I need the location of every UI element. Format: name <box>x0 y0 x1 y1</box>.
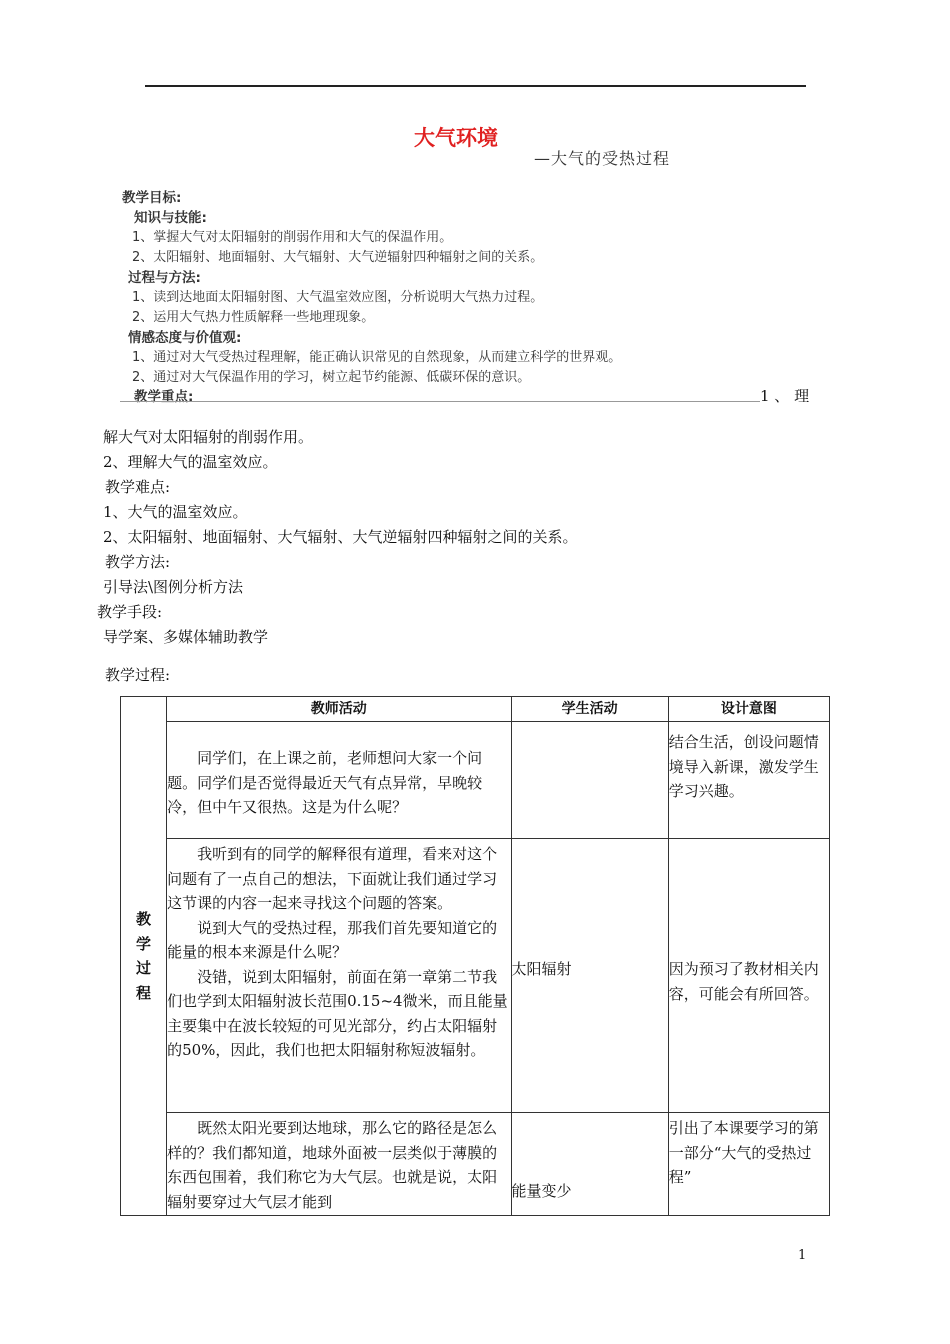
side-label-char: 程 <box>136 983 152 1002</box>
table-header-row <box>121 697 830 722</box>
body-line-heading: 教学难点: <box>105 478 171 496</box>
knowledge-heading: 知识与技能: <box>134 210 207 226</box>
teacher-paragraph: 说到大气的受热过程，那我们首先要知道它的能量的根本来源是什么呢？ <box>167 918 498 961</box>
objective-line: 1、读到达地面太阳辐射图、大气温室效应图，分析说明大气热力过程。 <box>132 290 544 305</box>
line-tail-text: 1 、 理 <box>760 387 810 405</box>
teacher-paragraph: 同学们，在上课之前，老师想问大家一个问题。同学们是否觉得最近天气有点异常，早晚较冷，但中午又很热。这是为什么呢？ <box>167 749 483 816</box>
teacher-paragraph: 我听到有的同学的解释很有道理，看来对这个问题有了一点自己的想法，下面就让我们通过学习这节课的内容一起来寻找这个问题的答案。 <box>167 845 498 912</box>
page-number: 1 <box>798 1248 807 1263</box>
objective-line: 1、掌握大气对太阳辐射的削弱作用和大气的保温作用。 <box>132 230 453 245</box>
objective-line: 2、太阳辐射、地面辐射、大气辐射、大气逆辐射四种辐射之间的关系。 <box>132 250 544 265</box>
teacher-paragraph: 既然太阳光要到达地球，那么它的路径是怎么样的？我们都知道，地球外面被一层类似于薄膜的东西包围着，我们称它为大气层。也就是说，太阳辐射要穿过大气层才能到 <box>167 1119 498 1211</box>
process-heading: 过程与方法: <box>128 270 201 286</box>
body-line: 2、理解大气的温室效应。 <box>103 453 278 471</box>
side-label-cell <box>121 697 167 1216</box>
teacher-cell <box>167 722 511 839</box>
side-label-char: 学 <box>136 934 152 953</box>
header-intent: 设计意图 <box>668 697 829 722</box>
objective-line: 1、通过对大气受热过程理解，能正确认识常见的自然现象，从而建立科学的世界观。 <box>132 350 622 365</box>
table-row <box>121 1113 830 1216</box>
objective-line: 2、通过对大气保温作用的学习，树立起节约能源、低碳环保的意识。 <box>132 370 531 385</box>
teacher-cell <box>167 1113 511 1216</box>
body-line-heading: 教学方法: <box>105 553 171 571</box>
scan-box-bottom-rule <box>120 401 760 402</box>
objectives-scan-box <box>120 184 640 405</box>
body-line: 1、大气的温室效应。 <box>103 503 248 521</box>
student-cell: 太阳辐射 <box>511 839 668 1113</box>
attitude-heading: 情感态度与价值观: <box>128 330 242 346</box>
body-line-heading: 教学过程: <box>105 666 171 684</box>
intent-cell: 因为预习了教材相关内容，可能会有所回答。 <box>668 839 829 1113</box>
teacher-cell <box>167 839 511 1113</box>
header-teacher: 教师活动 <box>167 697 511 722</box>
intent-cell: 引出了本课要学习的第一部分“大气的受热过程” <box>668 1113 829 1216</box>
student-cell <box>511 722 668 839</box>
body-line: 2、太阳辐射、地面辐射、大气辐射、大气逆辐射四种辐射之间的关系。 <box>103 528 578 546</box>
side-label-char: 过 <box>136 959 152 977</box>
key-points-heading: 教学重点: <box>134 389 194 405</box>
teacher-paragraph: 没错，说到太阳辐射，前面在第一章第二节我们也学到太阳辐射波长范围0.15~4微米，而且能量主要集中在波长较短的可见光部分，约占太阳辐射的50%，因此，我们也把太阳辐射称短波辐射。 <box>167 967 508 1059</box>
objective-line: 2、运用大气热力性质解释一些地理现象。 <box>132 310 375 325</box>
table-row <box>121 722 830 839</box>
table-row <box>121 839 830 1113</box>
intent-cell: 结合生活，创设问题情境导入新课，激发学生学习兴趣。 <box>668 722 829 839</box>
side-label-char: 教 <box>136 910 152 928</box>
teaching-process-table <box>120 696 830 1216</box>
student-cell: 能量变少 <box>511 1113 668 1216</box>
body-line: 解大气对太阳辐射的削弱作用。 <box>103 428 314 446</box>
document-subtitle: —大气的受热过程 <box>534 149 671 168</box>
header-rule <box>145 85 806 87</box>
objectives-heading: 教学目标: <box>122 190 182 206</box>
header-student: 学生活动 <box>511 697 668 722</box>
body-line-heading: 教学手段: <box>97 603 163 621</box>
body-line: 引导法\图例分析方法 <box>103 578 244 596</box>
document-title: 大气环境 <box>414 126 498 150</box>
body-line: 导学案、多媒体辅助教学 <box>103 628 269 646</box>
